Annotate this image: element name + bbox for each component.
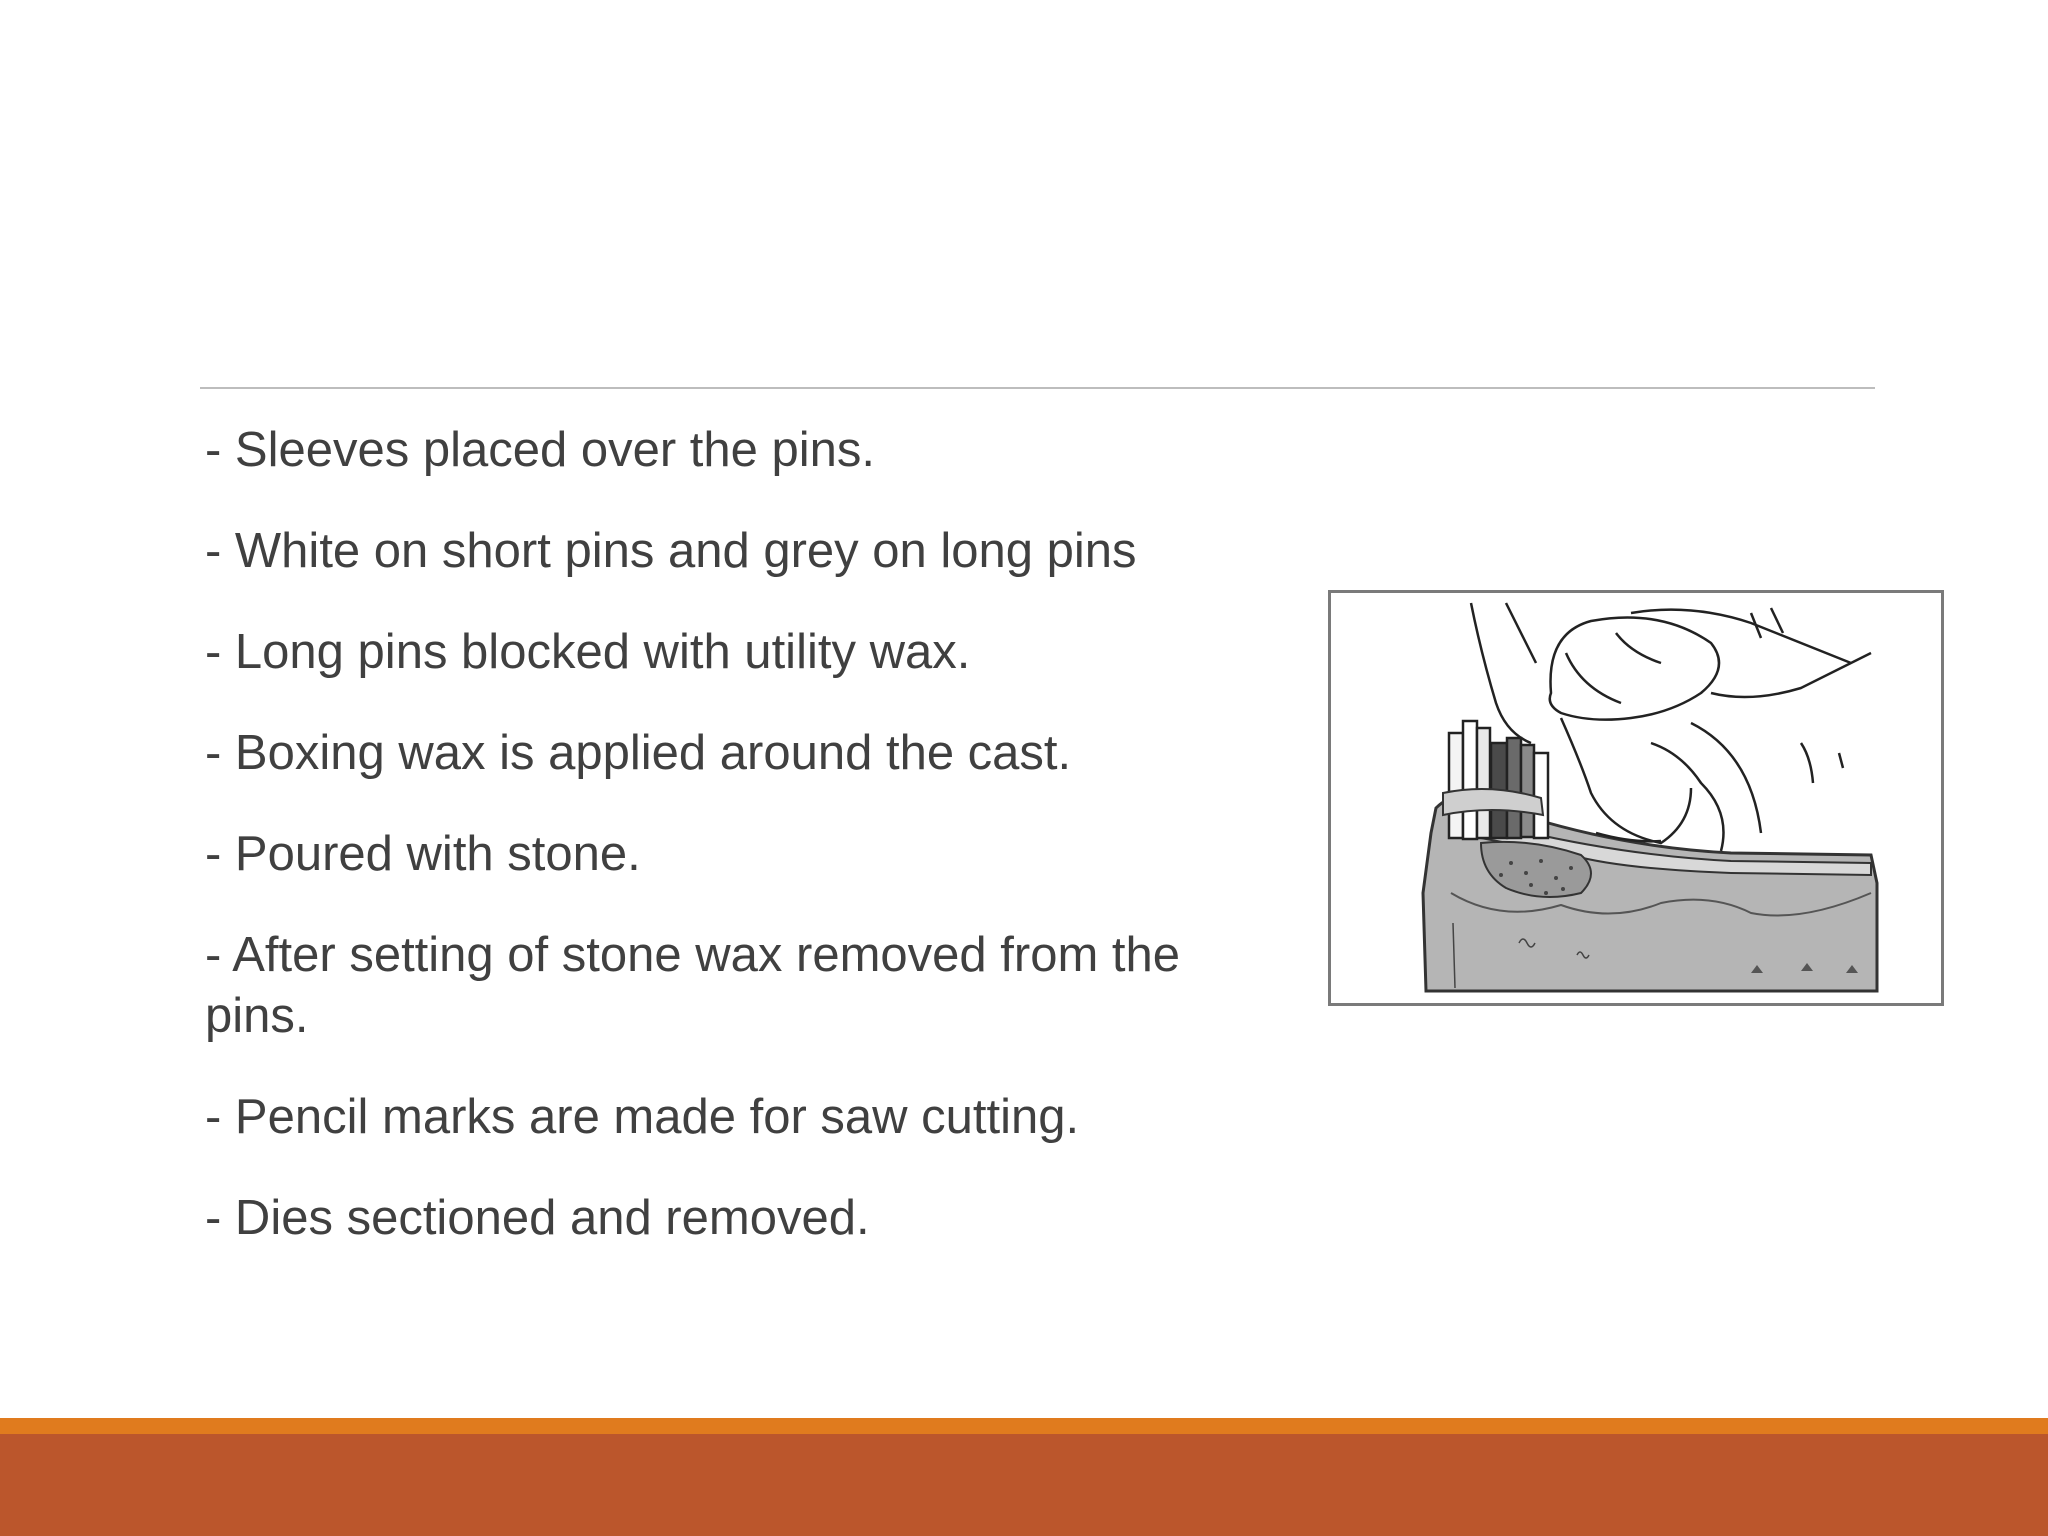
bullet-item: - Sleeves placed over the pins.: [205, 423, 876, 477]
bullet-item: - Poured with stone.: [205, 827, 641, 881]
bullet-item: - Dies sectioned and removed.: [205, 1191, 870, 1245]
bullet-list: [205, 420, 1285, 1289]
bullet-item: - Pencil marks are made for saw cutting.: [205, 1090, 1080, 1144]
bullet-item: - Long pins blocked with utility wax.: [205, 625, 971, 679]
bullet-item: - White on short pins and grey on long pins: [205, 524, 1137, 578]
dental-cast-pins-icon: [1331, 593, 1941, 1003]
footer-band: [0, 1434, 2048, 1536]
bullet-item: - Boxing wax is applied around the cast.: [205, 726, 1072, 780]
dental-cast-illustration: [1328, 590, 1944, 1006]
title-divider: [200, 387, 1875, 389]
bullet-item: - After setting of stone wax removed from the pins.: [205, 928, 1180, 1043]
footer-band-accent: [0, 1418, 2048, 1434]
